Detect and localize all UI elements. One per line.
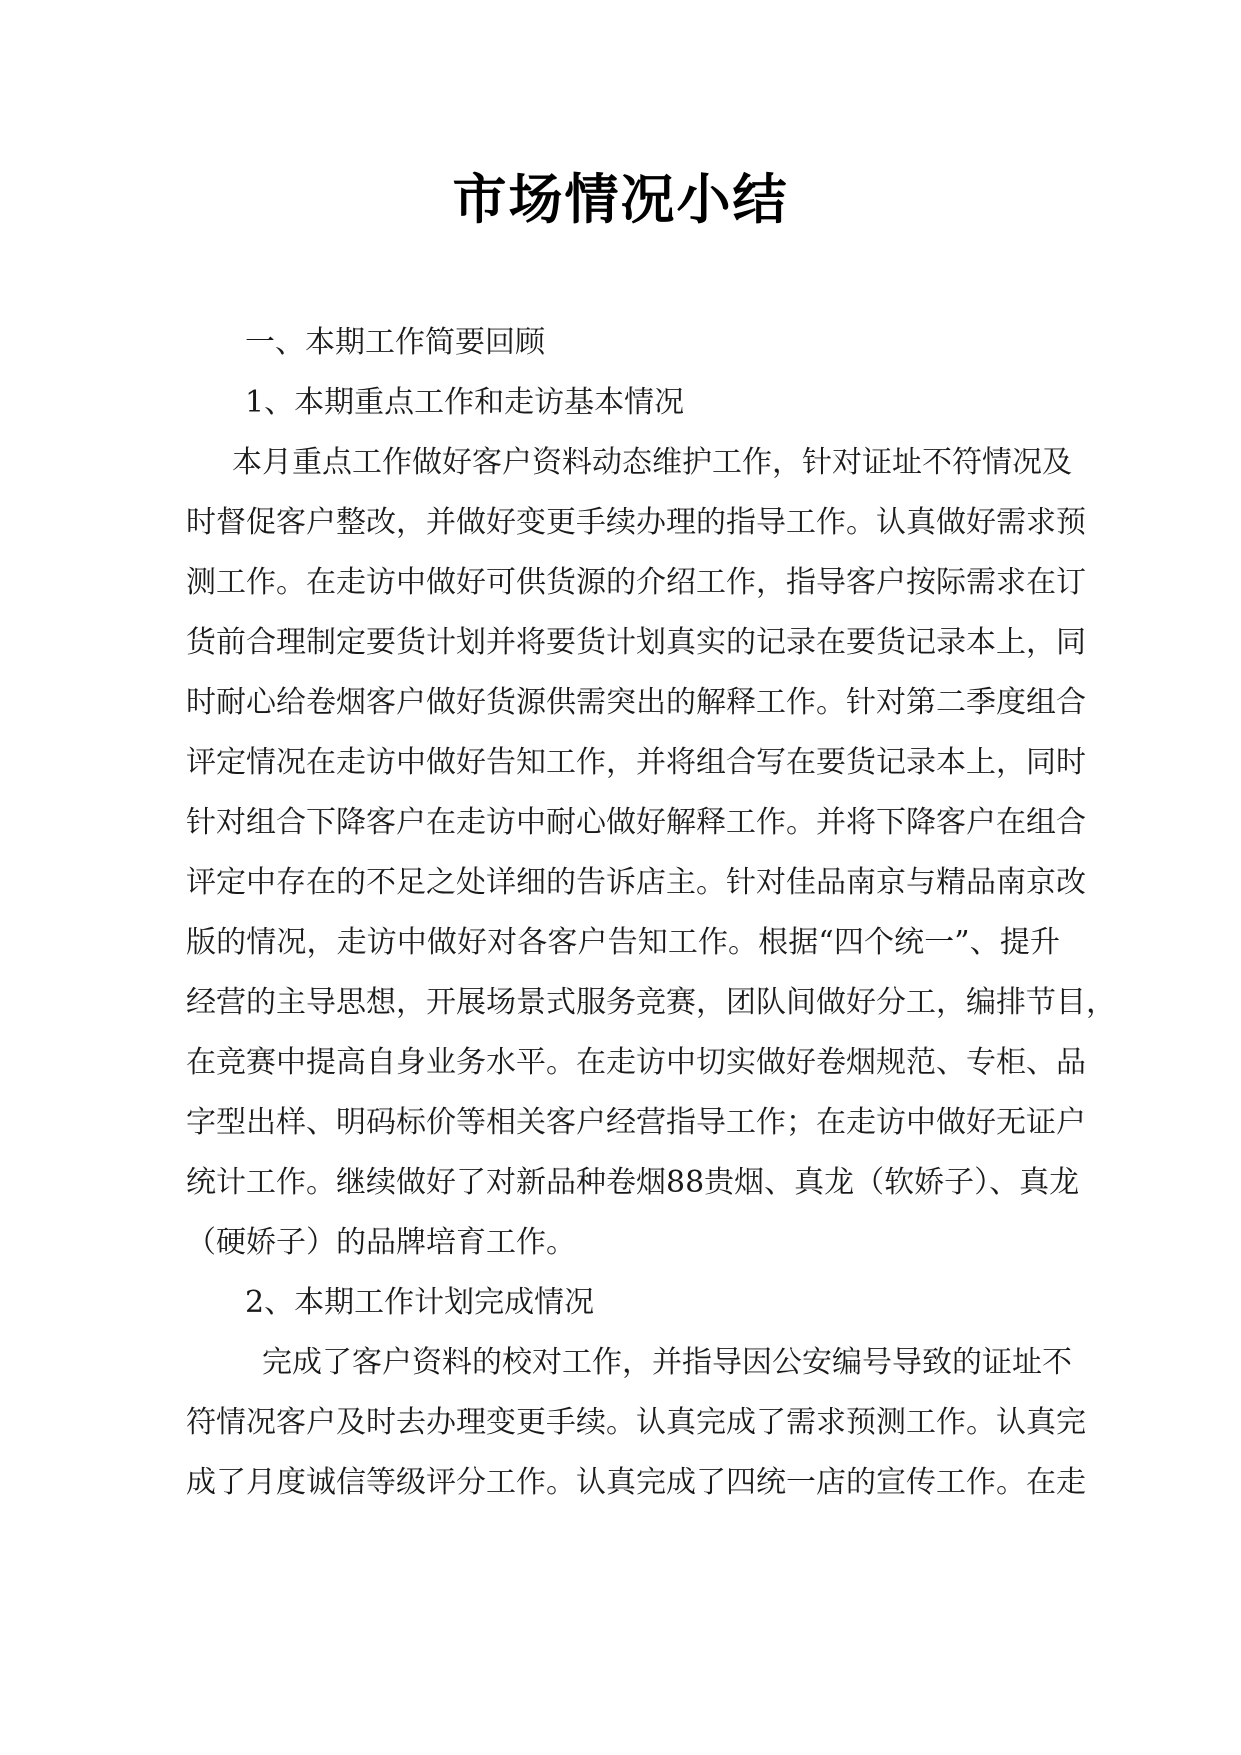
paragraph-line: 在竞赛中提高自身业务水平。在走访中切实做好卷烟规范、专柜、品	[186, 1045, 1086, 1080]
paragraph-line: 版的情况，走访中做好对各客户告知工作。根据“四个统一”、提升	[186, 925, 1060, 960]
document-title: 市场情况小结	[452, 168, 789, 231]
paragraph-line: 时督促客户整改，并做好变更手续办理的指导工作。认真做好需求预	[186, 505, 1086, 540]
subsection-heading: 1、本期重点工作和走访基本情况	[245, 385, 685, 420]
paragraph-line: 统计工作。继续做好了对新品种卷烟88贵烟、真龙（软娇子）、真龙	[186, 1165, 1080, 1200]
paragraph-line: 符情况客户及时去办理变更手续。认真完成了需求预测工作。认真完	[186, 1405, 1086, 1440]
paragraph-line: 字型出样、明码标价等相关客户经营指导工作；在走访中做好无证户	[186, 1105, 1086, 1140]
paragraph-line: 评定情况在走访中做好告知工作，并将组合写在要货记录本上，同时	[186, 745, 1086, 780]
paragraph-line: 完成了客户资料的校对工作，并指导因公安编号导致的证址不	[262, 1345, 1072, 1380]
paragraph-line: 成了月度诚信等级评分工作。认真完成了四统一店的宣传工作。在走	[186, 1465, 1086, 1500]
paragraph-line: 本月重点工作做好客户资料动态维护工作，针对证址不符情况及	[232, 445, 1072, 480]
paragraph-line: （硬娇子）的品牌培育工作。	[186, 1225, 576, 1260]
paragraph-line: 评定中存在的不足之处详细的告诉店主。针对佳品南京与精品南京改	[186, 865, 1086, 900]
paragraph-line: 时耐心给卷烟客户做好货源供需突出的解释工作。针对第二季度组合	[186, 685, 1086, 720]
paragraph-line: 货前合理制定要货计划并将要货计划真实的记录在要货记录本上，同	[186, 625, 1086, 660]
paragraph-line: 针对组合下降客户在走访中耐心做好解释工作。并将下降客户在组合	[186, 805, 1086, 840]
subsection-heading: 2、本期工作计划完成情况	[245, 1285, 595, 1320]
section-heading: 一、本期工作简要回顾	[245, 325, 545, 360]
paragraph-line: 经营的主导思想，开展场景式服务竞赛，团队间做好分工，编排节目，	[186, 985, 1116, 1020]
paragraph-line: 测工作。在走访中做好可供货源的介绍工作，指导客户按际需求在订	[186, 565, 1086, 600]
